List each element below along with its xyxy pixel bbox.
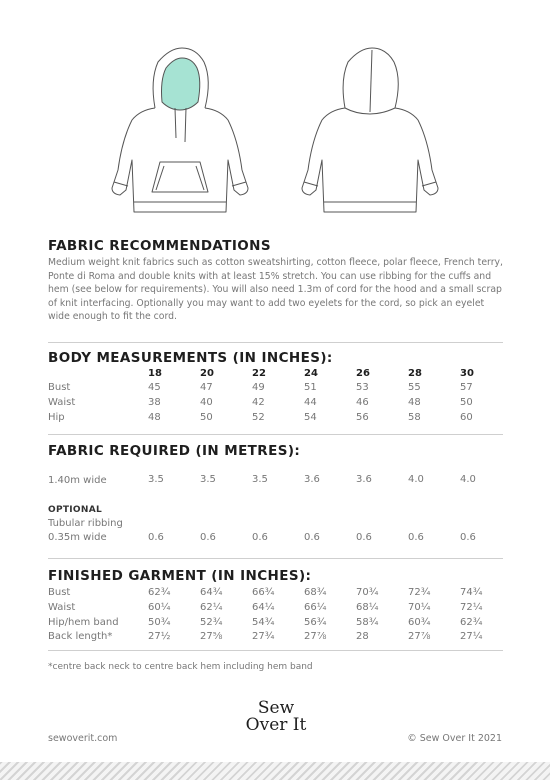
table-cell: 68¼ xyxy=(356,602,379,613)
row-label-waist: Waist xyxy=(48,602,76,613)
table-cell: 62¼ xyxy=(200,602,223,613)
table-cell: 62¾ xyxy=(460,617,483,628)
table-cell: 0.6 xyxy=(252,532,268,543)
logo-line-2: Over It xyxy=(245,715,307,735)
table-cell: 56¾ xyxy=(304,617,327,628)
table-cell: 3.5 xyxy=(148,474,164,485)
row-label-ribbing-width: 0.35m wide xyxy=(48,532,107,543)
size-header: 22 xyxy=(252,368,266,379)
table-cell: 48 xyxy=(408,397,421,408)
logo-line-1: Sew xyxy=(257,698,295,718)
table-cell: 3.6 xyxy=(356,474,372,485)
table-cell: 60¾ xyxy=(408,617,431,628)
row-label-bust: Bust xyxy=(48,382,71,393)
divider xyxy=(48,342,503,343)
table-cell: 3.5 xyxy=(200,474,216,485)
size-header: 26 xyxy=(356,368,370,379)
row-label-bust: Bust xyxy=(48,587,71,598)
table-cell: 27¾ xyxy=(252,631,275,642)
table-cell: 27⅝ xyxy=(200,631,223,642)
footnote: *centre back neck to centre back hem including hem band xyxy=(48,662,313,672)
table-cell: 51 xyxy=(304,382,317,393)
row-label-waist: Waist xyxy=(48,397,76,408)
table-cell: 27⅞ xyxy=(408,631,431,642)
table-cell: 49 xyxy=(252,382,265,393)
fabric-recommendations-text: Medium weight knit fabrics such as cotton sweatshirting, cotton fleece, polar fleece, French terry, Ponte di Roma and double knits with at least 15% stretch. You can use ribbing for the cuffs and hem (see below for requirements). You will also need 1.3m of cord for the hood and a small scrap of knit interfacing. Optionally you may want to add two eyelets for the cord, so pick an eyelet wide enough to fit the cord. xyxy=(48,257,503,322)
table-cell: 47 xyxy=(200,382,213,393)
fabric-recommendations-title: FABRIC RECOMMENDATIONS xyxy=(48,238,271,254)
table-cell: 72¼ xyxy=(460,602,483,613)
row-label-main-fabric: 1.40m wide xyxy=(48,475,107,486)
table-cell: 54 xyxy=(304,412,317,423)
table-cell: 27⅞ xyxy=(304,631,327,642)
table-cell: 27¼ xyxy=(460,631,483,642)
table-cell: 56 xyxy=(356,412,369,423)
size-header: 24 xyxy=(304,368,318,379)
table-cell: 70¾ xyxy=(356,587,379,598)
table-cell: 52 xyxy=(252,412,265,423)
table-cell: 52¾ xyxy=(200,617,223,628)
table-cell: 53 xyxy=(356,382,369,393)
table-cell: 55 xyxy=(408,382,421,393)
optional-label: OPTIONAL xyxy=(48,505,103,515)
table-cell: 50¾ xyxy=(148,617,171,628)
divider xyxy=(48,434,503,435)
finished-garment-title: FINISHED GARMENT (IN INCHES): xyxy=(48,568,312,584)
table-cell: 62¾ xyxy=(148,587,171,598)
divider xyxy=(48,558,503,559)
table-cell: 0.6 xyxy=(356,532,372,543)
row-label-back-length: Back length* xyxy=(48,631,113,642)
table-cell: 60¼ xyxy=(148,602,171,613)
size-header: 30 xyxy=(460,368,474,379)
table-cell: 66¾ xyxy=(252,587,275,598)
table-cell: 72¾ xyxy=(408,587,431,598)
copyright: © Sew Over It 2021 xyxy=(407,733,502,744)
table-cell: 66¼ xyxy=(304,602,327,613)
table-cell: 58 xyxy=(408,412,421,423)
row-label-hip: Hip xyxy=(48,412,65,423)
table-cell: 50 xyxy=(200,412,213,423)
body-measurements-title: BODY MEASUREMENTS (IN INCHES): xyxy=(48,350,333,366)
table-cell: 40 xyxy=(200,397,213,408)
table-cell: 4.0 xyxy=(460,474,476,485)
table-cell: 38 xyxy=(148,397,161,408)
hoodie-back-illustration xyxy=(290,40,450,225)
table-cell: 54¾ xyxy=(252,617,275,628)
fabric-required-title: FABRIC REQUIRED (IN METRES): xyxy=(48,443,301,459)
table-cell: 64¼ xyxy=(252,602,275,613)
table-cell: 57 xyxy=(460,382,473,393)
table-cell: 42 xyxy=(252,397,265,408)
table-cell: 50 xyxy=(460,397,473,408)
table-cell: 48 xyxy=(148,412,161,423)
table-cell: 27½ xyxy=(148,631,171,642)
table-cell: 28 xyxy=(356,631,369,642)
table-cell: 74¾ xyxy=(460,587,483,598)
table-cell: 3.5 xyxy=(252,474,268,485)
table-cell: 44 xyxy=(304,397,317,408)
table-cell: 0.6 xyxy=(304,532,320,543)
table-cell: 0.6 xyxy=(148,532,164,543)
row-label-hip-hem-band: Hip/hem band xyxy=(48,617,119,628)
table-cell: 58¾ xyxy=(356,617,379,628)
table-cell: 60 xyxy=(460,412,473,423)
decorative-stripe xyxy=(0,762,550,780)
table-cell: 0.6 xyxy=(460,532,476,543)
row-label-ribbing: Tubular ribbing xyxy=(48,518,123,529)
divider xyxy=(48,650,503,651)
size-header: 18 xyxy=(148,368,162,379)
brand-logo xyxy=(226,700,326,734)
table-cell: 68¾ xyxy=(304,587,327,598)
table-cell: 3.6 xyxy=(304,474,320,485)
table-cell: 46 xyxy=(356,397,369,408)
table-cell: 0.6 xyxy=(408,532,424,543)
table-cell: 70¼ xyxy=(408,602,431,613)
table-cell: 45 xyxy=(148,382,161,393)
table-cell: 4.0 xyxy=(408,474,424,485)
website-link[interactable]: sewoverit.com xyxy=(48,733,118,744)
size-header: 20 xyxy=(200,368,214,379)
hoodie-front-illustration xyxy=(100,40,260,225)
table-cell: 0.6 xyxy=(200,532,216,543)
size-header: 28 xyxy=(408,368,422,379)
table-cell: 64¾ xyxy=(200,587,223,598)
